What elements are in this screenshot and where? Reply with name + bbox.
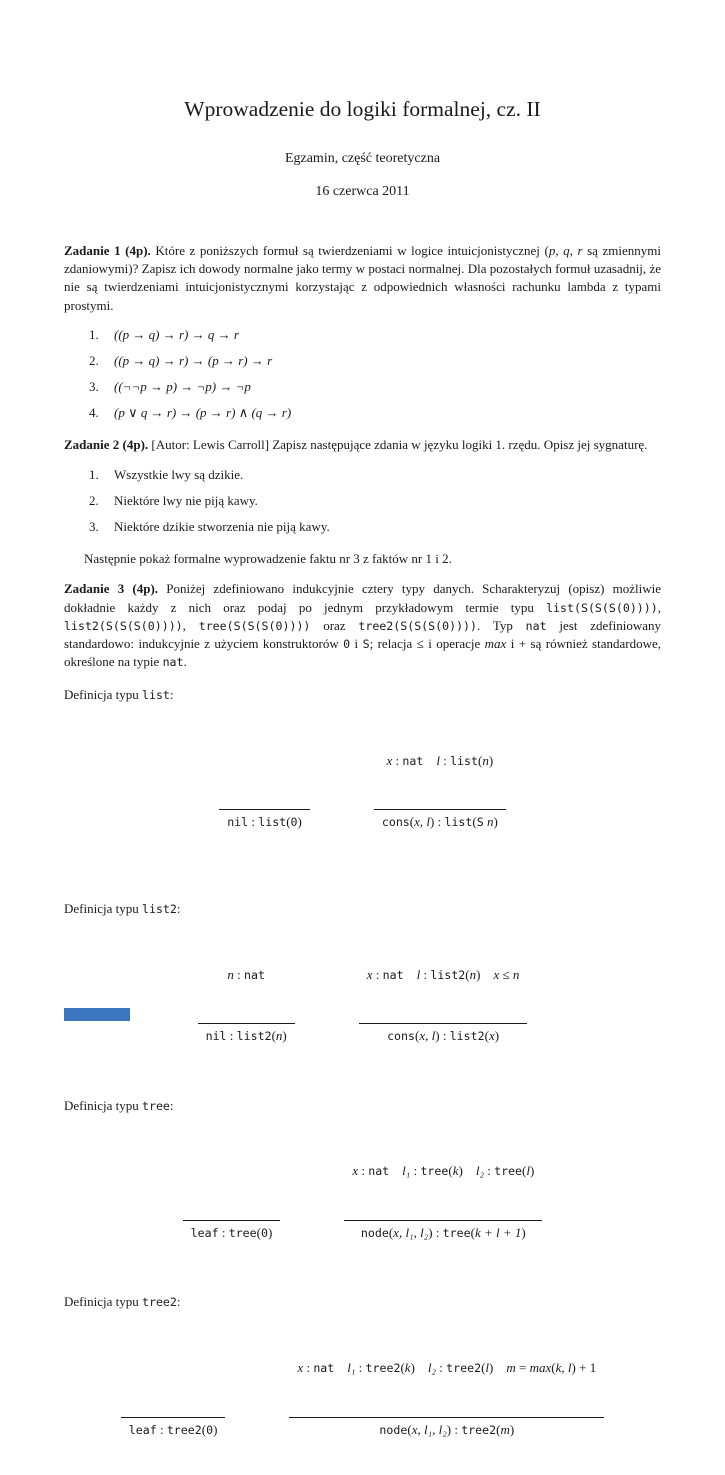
text-segment: oraz bbox=[310, 617, 359, 633]
text-segment: cons bbox=[387, 1029, 415, 1044]
text-segment: ) bbox=[282, 1028, 287, 1044]
text-segment: tree2 bbox=[365, 1360, 401, 1375]
text-segment bbox=[493, 1360, 506, 1375]
item-number: 3. bbox=[89, 519, 99, 535]
sentence: Niektóre lwy nie piją kawy. bbox=[114, 492, 258, 508]
text-segment: ( bbox=[400, 1359, 405, 1375]
text-segment: . Typ bbox=[477, 617, 526, 633]
text-segment bbox=[423, 753, 436, 768]
text-segment: x, l₁, l₂ bbox=[411, 1421, 447, 1437]
text-segment: k bbox=[452, 1163, 459, 1179]
text-segment: nil bbox=[227, 815, 249, 830]
inference-rule bbox=[183, 1165, 281, 1278]
text-segment: n bbox=[227, 966, 234, 982]
text-segment: ) bbox=[213, 1421, 218, 1437]
definition-tree bbox=[64, 1097, 661, 1279]
formula: ((p → q) → r) → q → r bbox=[114, 326, 239, 342]
formula-item bbox=[64, 326, 661, 344]
text-segment: x bbox=[297, 1359, 304, 1375]
text-segment: : bbox=[248, 814, 259, 830]
text-segment: ) bbox=[410, 1359, 415, 1375]
formula-item bbox=[64, 404, 661, 422]
text-segment: ) bbox=[476, 966, 481, 982]
text-segment: m bbox=[500, 1421, 510, 1437]
text-segment: : bbox=[355, 1359, 366, 1375]
text-segment bbox=[463, 1163, 476, 1178]
rule-premise bbox=[359, 966, 528, 987]
rule-conclusion bbox=[121, 1417, 226, 1439]
inference-rule bbox=[344, 1126, 542, 1279]
text-segment: : bbox=[410, 1163, 421, 1179]
text-segment: list2(S(S(S(0)))) bbox=[64, 618, 183, 633]
text-segment: x, l₁, l₂ bbox=[393, 1224, 429, 1240]
text-segment: : bbox=[156, 1421, 167, 1437]
text-segment: x, l bbox=[414, 814, 431, 830]
task-1-section bbox=[64, 242, 661, 423]
text-segment: : bbox=[226, 1028, 237, 1044]
rule-conclusion bbox=[198, 1023, 295, 1045]
text-segment: l bbox=[416, 966, 421, 982]
task-2-section bbox=[64, 436, 661, 568]
formula: ((p → q) → r) → (p → r) → r bbox=[114, 352, 273, 368]
formula-item bbox=[64, 378, 661, 396]
text-segment bbox=[389, 1163, 402, 1178]
inference-rule bbox=[121, 1362, 226, 1475]
link-highlight-bar[interactable] bbox=[64, 1008, 130, 1021]
sentence-item bbox=[64, 466, 661, 484]
text-segment: ( bbox=[484, 1028, 489, 1044]
text-segment: x bbox=[493, 966, 500, 982]
text-segment: : bbox=[392, 752, 403, 768]
text-segment: S bbox=[362, 636, 370, 651]
inference-rule bbox=[198, 929, 295, 1082]
formula: ((¬¬p → p) → ¬p) → ¬p bbox=[114, 379, 251, 395]
inference-rule bbox=[374, 716, 506, 869]
text-segment: i + są również standardowe, określone na typie bbox=[64, 635, 661, 670]
text-segment: Definicja typu bbox=[64, 1294, 142, 1310]
text-segment: ( bbox=[415, 1028, 420, 1044]
text-segment: ) : bbox=[428, 1224, 443, 1240]
text-segment: Poniżej zdefiniowano indukcyjnie cztery typy danych. Scharakteryzuj (opisz) możliwie dokładnie każdy z nich oraz podaj po jednym przykładowym termie typu bbox=[64, 581, 661, 615]
text-segment: cons bbox=[381, 815, 410, 830]
text-segment: = bbox=[515, 1359, 530, 1375]
text-segment bbox=[480, 967, 493, 982]
item-number: 2. bbox=[89, 352, 99, 368]
text-segment: nat bbox=[313, 1360, 335, 1375]
text-segment: tree2 bbox=[461, 1422, 497, 1437]
text-segment: : bbox=[176, 901, 181, 917]
rule-conclusion bbox=[374, 809, 506, 831]
text-segment: k, l bbox=[555, 1359, 572, 1375]
text-segment: [Autor: Lewis Carroll] Zapisz następujące zdania w języku logiki 1. rzędu. Opisz jej sygnaturę. bbox=[148, 437, 648, 453]
text-segment: , bbox=[182, 617, 199, 633]
text-segment: list bbox=[450, 753, 478, 768]
rule-premise bbox=[374, 752, 506, 773]
text-segment: tree2 bbox=[166, 1422, 202, 1437]
definition-tree2 bbox=[64, 1293, 661, 1475]
text-segment: tree bbox=[442, 1225, 471, 1240]
task-1-label: Zadanie 1 (4p). bbox=[64, 242, 151, 258]
text-segment: x bbox=[386, 752, 393, 768]
text-segment: S bbox=[476, 815, 484, 830]
task-2-intro bbox=[64, 436, 661, 454]
text-segment: n bbox=[469, 966, 477, 982]
text-segment: ) bbox=[494, 1028, 500, 1044]
text-segment: list bbox=[444, 815, 473, 830]
text-segment bbox=[334, 1360, 347, 1375]
text-segment: Definicja typu bbox=[64, 687, 142, 703]
text-segment: : bbox=[420, 966, 431, 982]
definition-label bbox=[64, 900, 661, 918]
text-segment: n bbox=[512, 966, 520, 982]
inference-rules-row bbox=[64, 929, 661, 1082]
text-segment: max bbox=[484, 635, 507, 651]
text-segment: ( bbox=[286, 814, 291, 830]
inference-rules-row bbox=[64, 716, 661, 869]
text-segment: x bbox=[366, 966, 373, 982]
rule-conclusion bbox=[219, 809, 310, 831]
text-segment: : bbox=[218, 1224, 229, 1240]
task-1-formula-list bbox=[64, 326, 661, 423]
inference-rules-row bbox=[64, 1323, 661, 1475]
text-segment: 0 bbox=[290, 815, 298, 830]
text-segment: m bbox=[506, 1359, 516, 1375]
page-subtitle: Egzamin, część teoretyczna bbox=[284, 150, 441, 166]
text-segment: : bbox=[169, 687, 174, 703]
item-number: 1. bbox=[89, 326, 99, 342]
text-segment: ( bbox=[407, 1421, 412, 1437]
text-segment: leaf bbox=[190, 1225, 219, 1240]
text-segment: ( bbox=[551, 1359, 556, 1375]
task-3-label: Zadanie 3 (4p). bbox=[64, 581, 159, 597]
text-segment: l₂ bbox=[427, 1359, 437, 1375]
text-segment: ) bbox=[297, 814, 302, 830]
item-number: 4. bbox=[89, 405, 99, 421]
text-segment: tree bbox=[141, 1098, 170, 1113]
text-segment: ( bbox=[256, 1224, 261, 1240]
rule-conclusion bbox=[289, 1417, 604, 1439]
text-segment: k bbox=[404, 1359, 411, 1375]
text-segment: l bbox=[436, 752, 440, 768]
text-segment: ( bbox=[478, 752, 483, 768]
text-segment: ) : bbox=[430, 814, 445, 830]
text-segment: : bbox=[169, 1097, 174, 1113]
text-segment: jest zdefiniowany standardowo: indukcyjnie z użyciem konstruktorów bbox=[64, 617, 661, 651]
text-segment: leaf bbox=[128, 1422, 157, 1437]
text-segment bbox=[415, 1360, 428, 1375]
text-segment: nat bbox=[382, 967, 404, 982]
text-segment: tree bbox=[494, 1164, 523, 1179]
definition-label bbox=[64, 686, 661, 704]
text-segment: i bbox=[350, 635, 363, 651]
text-segment: ) bbox=[521, 1224, 526, 1240]
text-segment: list bbox=[258, 815, 287, 830]
text-segment: node bbox=[379, 1422, 408, 1437]
text-segment: Które z poniższych formuł są twierdzeniami w logice intuicjonistycznej ( bbox=[150, 242, 549, 258]
task-1-intro bbox=[64, 242, 661, 315]
text-segment: ) + 1 bbox=[571, 1359, 597, 1375]
inference-rule bbox=[289, 1323, 604, 1475]
text-segment: l bbox=[485, 1359, 490, 1375]
task-2-label: Zadanie 2 (4p). bbox=[64, 437, 149, 453]
text-segment: Definicja typu bbox=[64, 901, 142, 917]
text-segment: list2 bbox=[430, 967, 466, 982]
text-segment: l₁ bbox=[402, 1163, 411, 1179]
inference-rules-row bbox=[64, 1126, 661, 1279]
text-segment: ) bbox=[267, 1224, 273, 1240]
text-segment: list2 bbox=[449, 1029, 485, 1044]
text-segment: l bbox=[526, 1163, 530, 1179]
text-segment: ( bbox=[465, 966, 470, 982]
sentence-item bbox=[64, 492, 661, 510]
text-segment: node bbox=[360, 1225, 389, 1240]
text-segment: list2 bbox=[236, 1029, 272, 1044]
text-segment: . bbox=[183, 654, 187, 670]
item-number: 2. bbox=[89, 492, 99, 508]
text-segment: ) : bbox=[446, 1421, 462, 1437]
definition-list2 bbox=[64, 900, 661, 1082]
text-segment: tree(S(S(S(0)))) bbox=[198, 618, 311, 633]
text-segment: ) bbox=[509, 1421, 515, 1437]
task-2-sentence-list bbox=[64, 466, 661, 537]
inference-rule bbox=[219, 755, 310, 868]
text-segment: ; relacja ≤ i operacje bbox=[369, 635, 485, 651]
text-segment: nat bbox=[525, 618, 547, 633]
text-segment: 0 bbox=[343, 636, 351, 651]
text-segment: : bbox=[303, 1359, 314, 1375]
text-segment: ( bbox=[481, 1359, 486, 1375]
text-segment: list2 bbox=[141, 902, 177, 917]
text-segment bbox=[404, 967, 417, 982]
text-segment: ≤ bbox=[499, 966, 513, 982]
text-segment: ) bbox=[489, 1359, 494, 1375]
text-segment: n bbox=[482, 752, 489, 768]
definition-label bbox=[64, 1097, 661, 1115]
page-date: 16 czerwca 2011 bbox=[315, 184, 410, 200]
text-segment: 0 bbox=[260, 1225, 268, 1240]
text-segment: tree bbox=[228, 1225, 257, 1240]
text-segment: : bbox=[358, 1163, 369, 1179]
text-segment: ( bbox=[522, 1163, 527, 1179]
text-segment: nat bbox=[368, 1164, 390, 1179]
text-segment: 0 bbox=[206, 1422, 214, 1437]
text-segment: ( bbox=[448, 1163, 453, 1179]
text-segment: ( bbox=[271, 1028, 276, 1044]
definition-label bbox=[64, 1293, 661, 1311]
text-segment: Definicja typu bbox=[64, 1097, 142, 1113]
text-segment: x, l bbox=[419, 1028, 436, 1044]
text-segment: x bbox=[488, 1028, 495, 1044]
text-segment: nat bbox=[244, 967, 265, 982]
text-segment: tree2 bbox=[446, 1360, 482, 1375]
rule-conclusion bbox=[183, 1220, 281, 1242]
text-segment: nat bbox=[402, 753, 424, 768]
task-2-outro: Następnie pokaż formalne wyprowadzenie faktu nr 3 z faktów nr 1 i 2. bbox=[84, 551, 452, 567]
text-segment: , bbox=[657, 599, 661, 615]
text-segment: l₂ bbox=[475, 1163, 484, 1179]
text-segment: nat bbox=[162, 655, 184, 670]
text-segment: ) bbox=[458, 1163, 463, 1179]
text-segment: : bbox=[372, 966, 383, 982]
task-3-intro bbox=[64, 580, 661, 671]
text-segment: max bbox=[529, 1359, 552, 1375]
text-segment: ( bbox=[472, 814, 477, 830]
text-segment: list bbox=[141, 688, 170, 703]
text-segment: tree2 bbox=[141, 1295, 177, 1310]
text-segment: k + l + 1 bbox=[474, 1224, 522, 1240]
text-segment: p, q, r bbox=[548, 242, 583, 258]
text-segment: : bbox=[176, 1294, 181, 1310]
item-number: 3. bbox=[89, 379, 99, 395]
text-segment: nil bbox=[205, 1029, 227, 1044]
formula-item bbox=[64, 352, 661, 370]
task-3-section bbox=[64, 580, 661, 1475]
sentence-item bbox=[64, 518, 661, 536]
text-segment: tree bbox=[420, 1164, 449, 1179]
text-segment: ( bbox=[409, 814, 415, 830]
text-segment: list(S(S(S(0)))) bbox=[546, 600, 658, 615]
text-segment: są zmiennymi zdaniowymi)? Zapisz ich dowody normalne jako termy w postaci normalnej. Dla pozostałych formuł uzasadnij, że nie są twierdzeniami intuicjonistycznymi korzystając z odpowiednich własności rachunku lambda z typami prostymi. bbox=[64, 242, 661, 313]
text-segment: ( bbox=[201, 1421, 207, 1437]
rule-conclusion bbox=[344, 1220, 542, 1242]
rule-conclusion bbox=[359, 1023, 528, 1045]
text-segment: ( bbox=[470, 1224, 475, 1240]
item-number: 1. bbox=[89, 466, 99, 482]
definition-list bbox=[64, 686, 661, 868]
page-title: Wprowadzenie do logiki formalnej, cz. II bbox=[184, 97, 541, 121]
text-segment: : bbox=[439, 752, 451, 768]
text-segment: ) bbox=[488, 752, 494, 768]
text-segment: n bbox=[486, 814, 494, 830]
text-segment: : bbox=[436, 1359, 447, 1375]
text-segment: ( bbox=[496, 1421, 501, 1437]
inference-rule bbox=[359, 929, 528, 1082]
rule-premise bbox=[344, 1162, 542, 1183]
text-segment: ) : bbox=[435, 1028, 450, 1044]
text-segment: ) bbox=[529, 1163, 535, 1179]
text-segment: : bbox=[483, 1163, 495, 1179]
text-segment: x bbox=[352, 1163, 359, 1179]
rule-premise bbox=[289, 1359, 604, 1380]
rule-premise bbox=[198, 966, 295, 987]
text-segment: tree2(S(S(S(0)))) bbox=[358, 618, 478, 633]
formula: (p ∨ q → r) → (p → r) ∧ (q → r) bbox=[114, 405, 292, 421]
text-segment: ) bbox=[493, 814, 498, 830]
text-segment: : bbox=[233, 966, 245, 982]
sentence: Niektóre dzikie stworzenia nie piją kawy. bbox=[114, 519, 330, 535]
text-segment: ( bbox=[388, 1224, 394, 1240]
text-segment: n bbox=[275, 1028, 283, 1044]
sentence: Wszystkie lwy są dzikie. bbox=[114, 466, 244, 482]
text-segment: l₁ bbox=[347, 1359, 356, 1375]
